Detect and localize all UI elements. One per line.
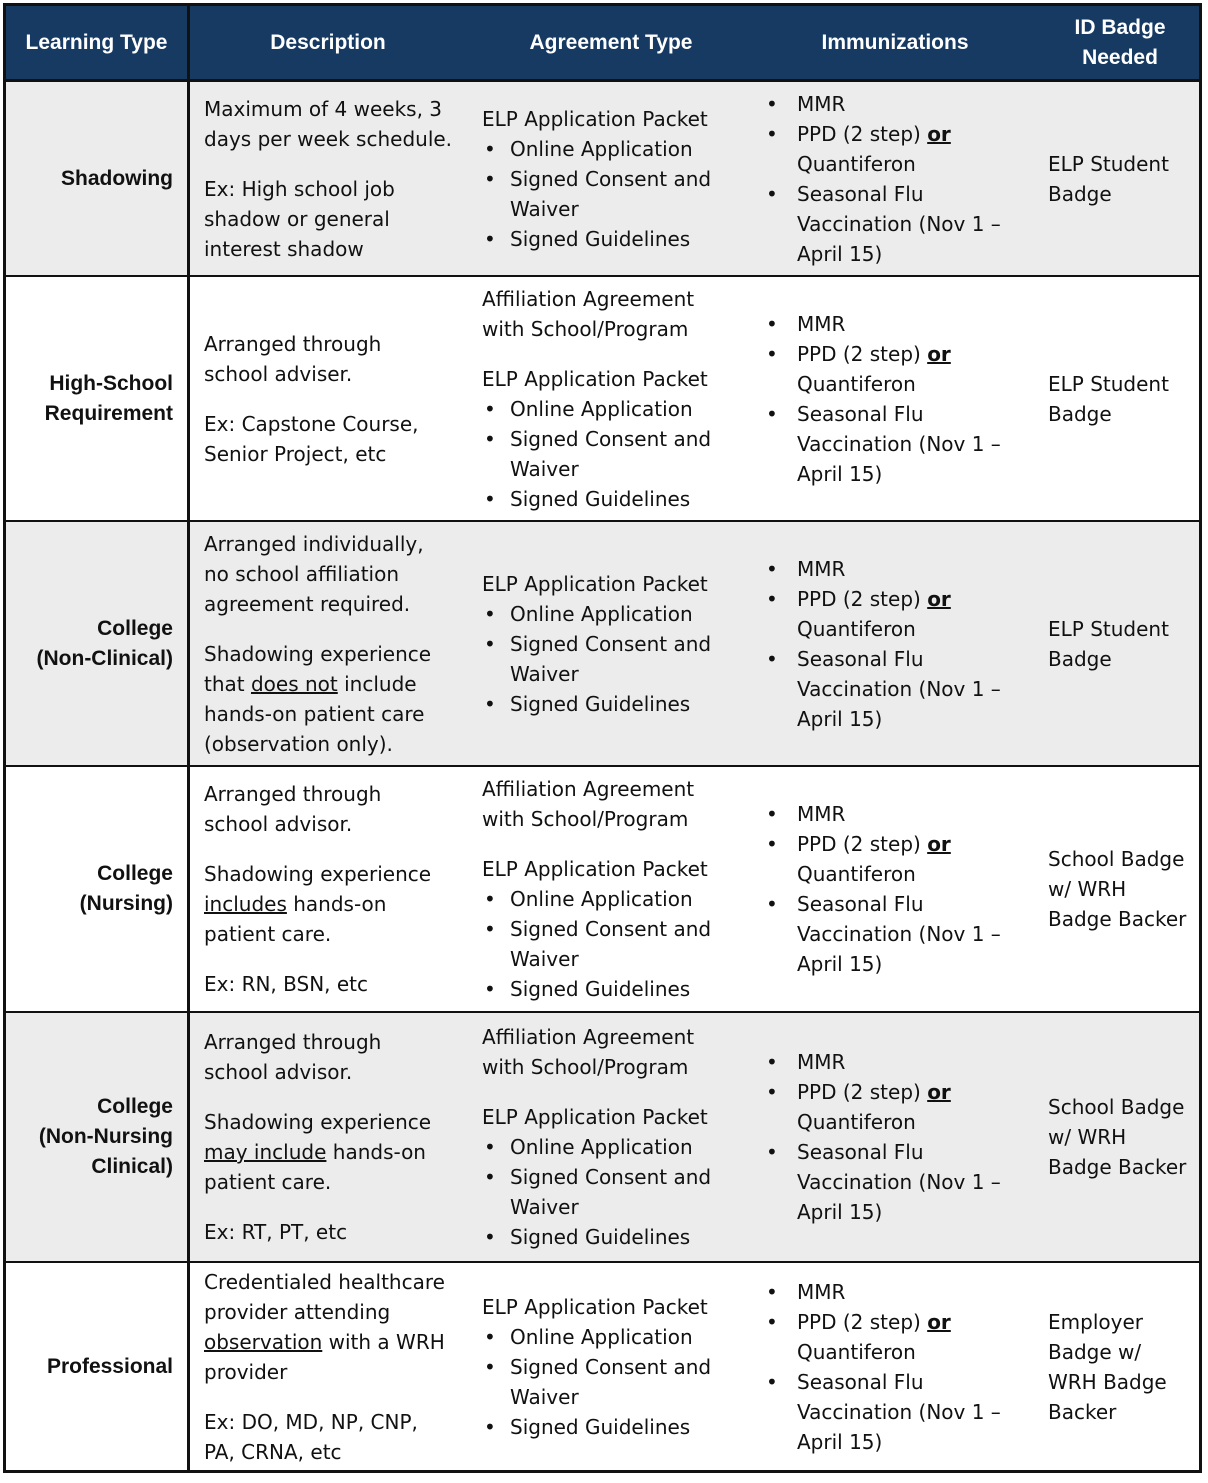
description-line: Arranged through: [204, 331, 382, 356]
table-header: [6, 6, 1199, 82]
header-id-badge-line1: ID Badge: [1074, 15, 1166, 39]
badge-line: Badge: [1048, 646, 1112, 671]
badge-line: Badge w/: [1048, 1339, 1142, 1364]
elp-packet-heading: ELP Application Packet: [482, 106, 708, 131]
description-line: school adviser.: [204, 361, 353, 386]
list-item: • Seasonal Flu Vaccination (Nov 1 – April 15): [760, 1137, 1040, 1227]
description-line: school advisor.: [204, 812, 353, 836]
description-cell: [204, 767, 466, 1011]
learning-type-cell: [6, 1263, 187, 1470]
description-example: [204, 174, 466, 264]
list-item: • Signed Consent and Waiver: [482, 164, 750, 224]
header-agreement-type: Agreement Type: [529, 30, 693, 54]
immunizations-cell: [760, 767, 1040, 1011]
learning-type-label: Requirement: [44, 401, 173, 425]
description-line: Ex: High school job: [204, 176, 395, 201]
learning-type-label: College: [97, 862, 173, 885]
agreement-list: [482, 884, 750, 1004]
learning-type-cell: [6, 1013, 187, 1261]
description-cell: [204, 1013, 466, 1261]
list-item: • Signed Consent and Waiver: [482, 914, 750, 974]
header-id-badge-line2: Needed: [1082, 45, 1158, 69]
agreement-cell: [482, 1013, 750, 1261]
table-row: [6, 1013, 1199, 1263]
badge-line: Backer: [1048, 1399, 1117, 1424]
badge-line: School Badge: [1048, 1095, 1185, 1119]
learning-type-cell: [6, 82, 187, 275]
description-line: Arranged individually,: [204, 531, 424, 556]
list-item: • Online Application: [482, 1132, 750, 1162]
list-item: • Seasonal Flu Vaccination (Nov 1 – April 15): [760, 399, 1040, 489]
list-item: • Online Application: [482, 1322, 750, 1352]
description-line: patient care.: [204, 922, 332, 946]
learning-type-label: Shadowing: [61, 166, 173, 190]
description-line: Ex: DO, MD, NP, CNP,: [204, 1409, 418, 1434]
list-item: • Online Application: [482, 599, 750, 629]
badge-line: ELP Student: [1048, 151, 1169, 176]
description-paragraph: Shadowing experience may include hands-on patient care.: [204, 1110, 432, 1194]
header-immunizations: Immunizations: [821, 30, 969, 54]
list-item: • Seasonal Flu Vaccination (Nov 1 – April 15): [760, 889, 1040, 979]
description-paragraph: [204, 94, 466, 154]
description-paragraph: Shadowing experience that does not include hands-on patient care (observation only).: [204, 641, 432, 756]
badge-line: WRH Badge: [1048, 1369, 1167, 1394]
learning-type-label: Professional: [46, 1354, 173, 1378]
description-line: agreement required.: [204, 591, 411, 616]
list-item: • PPD (2 step) or Quantiferon: [760, 829, 1040, 889]
list-item: • Signed Consent and Waiver: [482, 1162, 750, 1222]
badge-line: ELP Student: [1048, 616, 1169, 641]
agreement-list: [482, 599, 750, 719]
header-id-badge-needed: [1040, 6, 1200, 79]
learning-requirements-table: [3, 3, 1202, 1473]
column-divider: [187, 1013, 190, 1261]
agreement-list: [482, 134, 750, 254]
list-item: • Online Application: [482, 134, 750, 164]
description-line: Arranged through: [204, 782, 382, 806]
list-item: • MMR: [760, 554, 1040, 584]
agreement-cell: [482, 522, 750, 765]
list-item: • Signed Guidelines: [482, 224, 750, 254]
list-item: • Signed Consent and Waiver: [482, 1352, 750, 1412]
immunizations-cell: [760, 1263, 1040, 1470]
learning-type-label: (Nursing): [79, 892, 173, 915]
list-item: • PPD (2 step) or Quantiferon: [760, 1307, 1040, 1367]
description-line: Arranged through: [204, 1030, 382, 1054]
description-line: Senior Project, etc: [204, 441, 387, 466]
agreement-cell: [482, 1263, 750, 1470]
emphasis-underline: observation: [204, 1329, 323, 1354]
list-item: • Signed Consent and Waiver: [482, 424, 750, 484]
elp-packet-heading: ELP Application Packet: [482, 1294, 708, 1319]
list-item: • Signed Guidelines: [482, 484, 750, 514]
learning-type-cell: [6, 277, 187, 520]
description-line: Shadowing experience: [204, 862, 432, 886]
list-item: • Online Application: [482, 394, 750, 424]
agreement-cell: [482, 82, 750, 275]
immunizations-cell: [760, 522, 1040, 765]
description-line: provider: [204, 1359, 288, 1384]
description-paragraph: [204, 779, 466, 839]
description-line: (observation only).: [204, 731, 393, 756]
badge-line: School Badge: [1048, 847, 1185, 871]
description-line: no school affiliation: [204, 561, 400, 586]
immunizations-list: [760, 309, 1040, 489]
elp-packet-heading: ELP Application Packet: [482, 1105, 708, 1129]
learning-type-label: (Non-Clinical): [36, 646, 173, 670]
column-divider: [187, 1263, 190, 1470]
description-line: Credentialed healthcare: [204, 1269, 445, 1294]
agreement-list: [482, 394, 750, 514]
badge-cell: [1048, 522, 1198, 765]
badge-line: Badge Backer: [1048, 907, 1187, 931]
badge-line: Badge: [1048, 181, 1112, 206]
table-row: [6, 1263, 1199, 1470]
agreement-list: [482, 1322, 750, 1442]
badge-cell: [1048, 1263, 1198, 1470]
emphasis-underline: may include: [204, 1140, 327, 1164]
immunizations-list: [760, 799, 1040, 979]
emphasis-underline: does not: [250, 671, 338, 696]
description-line: shadow or general: [204, 206, 390, 231]
description-line: Maximum of 4 weeks, 3: [204, 96, 443, 121]
description-cell: [204, 522, 466, 765]
list-item: • MMR: [760, 1277, 1040, 1307]
header-learning-type: Learning Type: [25, 30, 168, 54]
table-row: [6, 767, 1199, 1013]
list-item: • Seasonal Flu Vaccination (Nov 1 – April 15): [760, 644, 1040, 734]
immunizations-list: [760, 1277, 1040, 1457]
description-line: Ex: Capstone Course,: [204, 411, 419, 436]
column-divider: [187, 767, 190, 1011]
list-item: • MMR: [760, 309, 1040, 339]
description-example: [204, 1407, 466, 1467]
description-paragraph: Credentialed healthcare provider attending observation with a WRH provider: [204, 1269, 445, 1384]
affiliation-agreement: Affiliation Agreement with School/Program: [482, 777, 695, 831]
elp-packet-heading: ELP Application Packet: [482, 857, 708, 881]
description-cell: [204, 277, 466, 520]
description-line: PA, CRNA, etc: [204, 1439, 342, 1464]
badge-cell: [1048, 1013, 1198, 1261]
badge-line: Employer: [1048, 1309, 1143, 1334]
affiliation-agreement: Affiliation Agreement with School/Program: [482, 286, 695, 341]
agreement-cell: [482, 767, 750, 1011]
description-paragraph: [204, 529, 466, 619]
immunizations-list: [760, 1047, 1040, 1227]
list-item: • Signed Guidelines: [482, 1412, 750, 1442]
list-item: • MMR: [760, 799, 1040, 829]
badge-line: ELP Student: [1048, 371, 1169, 396]
list-item: • Signed Guidelines: [482, 689, 750, 719]
table-row: [6, 277, 1199, 522]
immunizations-cell: [760, 1013, 1040, 1261]
learning-type-label: (Non-Nursing: [38, 1125, 173, 1148]
description-paragraph: [204, 1027, 466, 1087]
header-description: Description: [270, 30, 386, 54]
learning-type-cell: [6, 767, 187, 1011]
badge-cell: [1048, 767, 1198, 1011]
affiliation-agreement: Affiliation Agreement with School/Program: [482, 1025, 695, 1079]
description-line: interest shadow: [204, 236, 364, 261]
header-divider: [187, 6, 190, 82]
list-item: • MMR: [760, 1047, 1040, 1077]
list-item: • Signed Guidelines: [482, 974, 750, 1004]
description-line: Shadowing experience: [204, 1110, 432, 1134]
list-item: • Signed Consent and Waiver: [482, 629, 750, 689]
list-item: • PPD (2 step) or Quantiferon: [760, 584, 1040, 644]
list-item: • Seasonal Flu Vaccination (Nov 1 – April 15): [760, 179, 1040, 269]
description-paragraph: Shadowing experience includes hands-on patient care.: [204, 862, 432, 946]
description-example: Ex: RT, PT, etc: [204, 1220, 348, 1244]
learning-type-label: College: [97, 1095, 173, 1118]
description-line: hands-on patient care: [204, 701, 425, 726]
description-line: days per week schedule.: [204, 126, 453, 151]
description-line: provider attending: [204, 1299, 391, 1324]
list-item: • MMR: [760, 89, 1040, 119]
description-example: [204, 409, 466, 469]
badge-cell: [1048, 277, 1198, 520]
badge-line: w/ WRH: [1048, 1125, 1127, 1149]
description-paragraph: [204, 329, 466, 389]
table-row: [6, 522, 1199, 767]
elp-packet-heading: ELP Application Packet: [482, 366, 708, 391]
description-example: Ex: RN, BSN, etc: [204, 972, 369, 996]
immunizations-list: [760, 89, 1040, 269]
badge-line: Badge Backer: [1048, 1155, 1187, 1179]
learning-type-label: College: [97, 616, 173, 640]
table-row: [6, 82, 1199, 277]
column-divider: [187, 82, 190, 275]
learning-type-label: High-School: [49, 371, 173, 395]
badge-cell: [1048, 82, 1198, 275]
badge-line: Badge: [1048, 401, 1112, 426]
column-divider: [187, 277, 190, 520]
list-item: • Signed Guidelines: [482, 1222, 750, 1252]
immunizations-list: [760, 554, 1040, 734]
description-cell: [204, 82, 466, 275]
agreement-cell: [482, 277, 750, 520]
column-divider: [187, 522, 190, 765]
description-line: school advisor.: [204, 1060, 353, 1084]
list-item: • PPD (2 step) or Quantiferon: [760, 1077, 1040, 1137]
description-line: patient care.: [204, 1170, 332, 1194]
elp-packet-heading: ELP Application Packet: [482, 571, 708, 596]
learning-type-label: Clinical): [91, 1155, 173, 1178]
immunizations-cell: [760, 82, 1040, 275]
description-line: Shadowing experience: [204, 641, 432, 666]
list-item: • PPD (2 step) or Quantiferon: [760, 119, 1040, 179]
emphasis-underline: includes: [204, 892, 287, 916]
agreement-list: [482, 1132, 750, 1252]
immunizations-cell: [760, 277, 1040, 520]
list-item: • PPD (2 step) or Quantiferon: [760, 339, 1040, 399]
list-item: • Online Application: [482, 884, 750, 914]
description-cell: [204, 1263, 466, 1470]
badge-line: w/ WRH: [1048, 877, 1127, 901]
learning-type-cell: [6, 522, 187, 765]
list-item: • Seasonal Flu Vaccination (Nov 1 – April 15): [760, 1367, 1040, 1457]
